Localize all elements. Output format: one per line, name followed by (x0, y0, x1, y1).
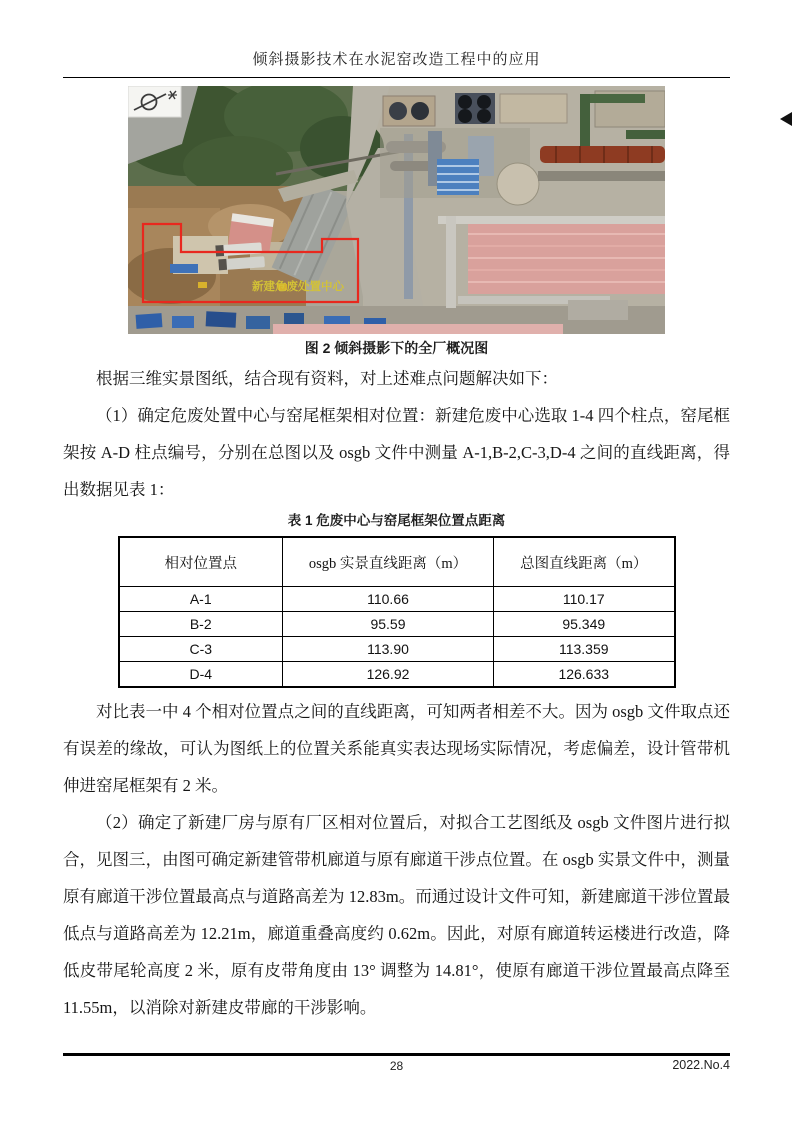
table-header-plan: 总图直线距离（m） (494, 537, 675, 587)
cell-point: C-3 (119, 637, 283, 662)
issue-label: 2022.No.4 (672, 1058, 730, 1072)
page-header-title: 倾斜摄影技术在水泥窑改造工程中的应用 (252, 52, 541, 68)
table-row (119, 612, 675, 637)
cell-osgb: 110.66 (283, 587, 494, 612)
paragraph-analysis: 对比表一中 4 个相对位置点之间的直线距离，可知两者相差不大。因为 osgb 文件取点还有误差的缘故，可认为图纸上的位置关系能真实表达现场实际情况，考虑偏差，设计管带机伸进窑尾框架有 2 米。 (63, 702, 730, 795)
footer-divider (63, 1053, 730, 1056)
anchor-marker-icon (780, 112, 792, 126)
figure-caption: 图 2 倾斜摄影下的全厂概况图 (304, 340, 489, 356)
annotation-label: 新建危废处置中心 (252, 281, 344, 293)
table-header-point: 相对位置点 (119, 537, 283, 587)
paragraph-point-1: （1）确定危废处置中心与窑尾框架相对位置：新建危废中心选取 1-4 四个柱点，窑尾框架按 A-D 柱点编号，分别在总图以及 osgb 文件中测量 A-1,B-2,C-3,D-4 之间的直线距离，得出数据见表 1： (63, 406, 730, 499)
aerial-photo (128, 86, 665, 334)
cell-plan: 113.359 (494, 637, 675, 662)
cell-osgb: 113.90 (283, 637, 494, 662)
table-row (119, 662, 675, 688)
table-header-row (119, 537, 675, 587)
north-compass-icon (128, 86, 181, 117)
paragraph-intro: 根据三维实景图纸，结合现有资料，对上述难点问题解决如下： (96, 369, 558, 388)
cell-osgb: 95.59 (283, 612, 494, 637)
paragraph-point-2: （2）确定了新建厂房与原有厂区相对位置后，对拟合工艺图纸及 osgb 文件图片进行拟合，见图三，由图可确定新建管带机廊道与原有廊道干涉点位置。在 osgb 实景文件中，测量原有廊道干涉位置最高点与道路高差为 12.83m。而通过设计文件可知，新建廊道干涉位置最低点与道路高差为 12.21m，廊道重叠高度约 0.62m。因此，对原有廊道转运楼进行改造，降低皮带尾轮高度 2 米，原有皮带角度由 13° 调整为 14.81°，使原有廊道干涉位置最高点降至 11.55m，以消除对新建皮带廊的干涉影响。 (63, 813, 730, 1017)
cell-plan: 110.17 (494, 587, 675, 612)
table-header-osgb: osgb 实景直线距离（m） (283, 537, 494, 587)
distance-table (118, 536, 676, 688)
table-caption: 表 1 危废中心与窑尾框架位置点距离 (287, 513, 506, 528)
cell-point: A-1 (119, 587, 283, 612)
header-divider (63, 77, 730, 78)
table-row (119, 587, 675, 612)
aerial-photo-svg (128, 86, 665, 334)
cell-plan: 126.633 (494, 662, 675, 688)
table-row (119, 637, 675, 662)
pink-roof-edge (273, 324, 563, 334)
cell-plan: 95.349 (494, 612, 675, 637)
page-number: 28 (389, 1059, 404, 1073)
blue-roof-building (437, 159, 479, 195)
cell-osgb: 126.92 (283, 662, 494, 688)
cell-point: B-2 (119, 612, 283, 637)
cell-point: D-4 (119, 662, 283, 688)
figure-2 (128, 86, 665, 358)
